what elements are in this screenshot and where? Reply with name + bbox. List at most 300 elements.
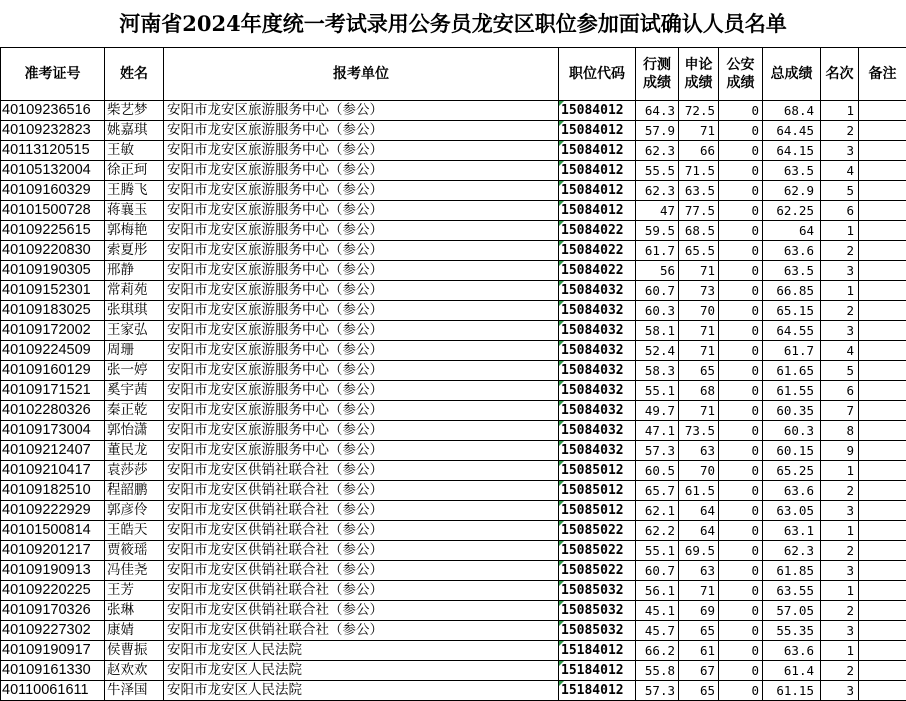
rank-cell: 5 [821, 361, 859, 381]
shenlun-score-cell: 65 [679, 621, 719, 641]
note-cell [859, 421, 906, 441]
note-cell [859, 341, 906, 361]
name-cell: 索夏彤 [105, 241, 164, 261]
name-cell: 冯佳尧 [105, 561, 164, 581]
xingce-score-cell: 61.7 [636, 241, 679, 261]
unit-cell: 安阳市龙安区供销社联合社（参公） [164, 601, 559, 621]
shenlun-score-cell: 71 [679, 401, 719, 421]
ticket-cell: 40101500814 [1, 521, 105, 541]
note-cell [859, 301, 906, 321]
position-code-cell: 15084032 [559, 341, 636, 361]
gongan-score-cell: 0 [719, 461, 763, 481]
total-score-cell: 57.05 [763, 601, 821, 621]
total-score-cell: 61.55 [763, 381, 821, 401]
xingce-score-cell: 62.2 [636, 521, 679, 541]
gongan-score-cell: 0 [719, 141, 763, 161]
shenlun-score-cell: 71.5 [679, 161, 719, 181]
rank-cell: 2 [821, 601, 859, 621]
position-code-cell: 15085032 [559, 581, 636, 601]
table-row [1, 201, 906, 221]
name-cell: 郭彦伶 [105, 501, 164, 521]
shenlun-score-cell: 66 [679, 141, 719, 161]
note-cell [859, 201, 906, 221]
total-score-cell: 62.3 [763, 541, 821, 561]
gongan-score-cell: 0 [719, 161, 763, 181]
rank-cell: 4 [821, 341, 859, 361]
ticket-cell: 40109190917 [1, 641, 105, 661]
xingce-score-cell: 47.1 [636, 421, 679, 441]
note-cell [859, 221, 906, 241]
table-row [1, 561, 906, 581]
unit-cell: 安阳市龙安区旅游服务中心（参公） [164, 121, 559, 141]
rank-cell: 1 [821, 101, 859, 121]
position-code-cell: 15084022 [559, 241, 636, 261]
xingce-score-cell: 66.2 [636, 641, 679, 661]
position-code-cell: 15084012 [559, 181, 636, 201]
ticket-cell: 40109225615 [1, 221, 105, 241]
name-cell: 奚宇茜 [105, 381, 164, 401]
gongan-score-cell: 0 [719, 181, 763, 201]
unit-cell: 安阳市龙安区供销社联合社（参公） [164, 581, 559, 601]
name-cell: 王腾飞 [105, 181, 164, 201]
unit-cell: 安阳市龙安区旅游服务中心（参公） [164, 321, 559, 341]
total-score-cell: 62.9 [763, 181, 821, 201]
name-cell: 徐正珂 [105, 161, 164, 181]
total-score-cell: 62.25 [763, 201, 821, 221]
table-row [1, 261, 906, 281]
position-code-cell: 15184012 [559, 661, 636, 681]
ticket-cell: 40109173004 [1, 421, 105, 441]
name-cell: 周珊 [105, 341, 164, 361]
position-code-cell: 15084032 [559, 381, 636, 401]
gongan-score-cell: 0 [719, 121, 763, 141]
unit-cell: 安阳市龙安区旅游服务中心（参公） [164, 161, 559, 181]
total-score-cell: 61.85 [763, 561, 821, 581]
total-score-cell: 64.15 [763, 141, 821, 161]
unit-cell: 安阳市龙安区旅游服务中心（参公） [164, 281, 559, 301]
shenlun-score-cell: 65 [679, 681, 719, 701]
name-cell: 贾筱瑶 [105, 541, 164, 561]
unit-cell: 安阳市龙安区供销社联合社（参公） [164, 561, 559, 581]
name-cell: 赵欢欢 [105, 661, 164, 681]
header-total: 总成绩 [763, 48, 821, 101]
header-shenlun: 申论 成绩 [679, 48, 719, 101]
gongan-score-cell: 0 [719, 381, 763, 401]
header-note: 备注 [859, 48, 906, 101]
note-cell [859, 181, 906, 201]
table-row [1, 321, 906, 341]
shenlun-score-cell: 64 [679, 501, 719, 521]
rank-cell: 2 [821, 121, 859, 141]
xingce-score-cell: 62.1 [636, 501, 679, 521]
gongan-score-cell: 0 [719, 441, 763, 461]
name-cell: 王皓天 [105, 521, 164, 541]
note-cell [859, 621, 906, 641]
rank-cell: 3 [821, 561, 859, 581]
table-row [1, 541, 906, 561]
gongan-score-cell: 0 [719, 481, 763, 501]
gongan-score-cell: 0 [719, 101, 763, 121]
name-cell: 蒋襄玉 [105, 201, 164, 221]
table-row [1, 421, 906, 441]
shenlun-score-cell: 63.5 [679, 181, 719, 201]
total-score-cell: 61.65 [763, 361, 821, 381]
ticket-cell: 40109171521 [1, 381, 105, 401]
name-cell: 秦正乾 [105, 401, 164, 421]
position-code-cell: 15084032 [559, 301, 636, 321]
position-code-cell: 15084012 [559, 201, 636, 221]
xingce-score-cell: 59.5 [636, 221, 679, 241]
gongan-score-cell: 0 [719, 541, 763, 561]
position-code-cell: 15085012 [559, 501, 636, 521]
note-cell [859, 261, 906, 281]
name-cell: 王敏 [105, 141, 164, 161]
total-score-cell: 63.55 [763, 581, 821, 601]
rank-cell: 1 [821, 281, 859, 301]
xingce-score-cell: 55.1 [636, 541, 679, 561]
rank-cell: 3 [821, 261, 859, 281]
shenlun-score-cell: 73 [679, 281, 719, 301]
rank-cell: 3 [821, 621, 859, 641]
total-score-cell: 55.35 [763, 621, 821, 641]
results-table [0, 47, 906, 701]
shenlun-score-cell: 68 [679, 381, 719, 401]
xingce-score-cell: 52.4 [636, 341, 679, 361]
table-row [1, 341, 906, 361]
header-xingce: 行测 成绩 [636, 48, 679, 101]
rank-cell: 1 [821, 521, 859, 541]
ticket-cell: 40102280326 [1, 401, 105, 421]
table-row [1, 441, 906, 461]
name-cell: 牛泽国 [105, 681, 164, 701]
name-cell: 程韶鹏 [105, 481, 164, 501]
rank-cell: 4 [821, 161, 859, 181]
table-row [1, 241, 906, 261]
total-score-cell: 68.4 [763, 101, 821, 121]
rank-cell: 5 [821, 181, 859, 201]
total-score-cell: 60.3 [763, 421, 821, 441]
table-row [1, 381, 906, 401]
rank-cell: 2 [821, 541, 859, 561]
position-code-cell: 15085012 [559, 461, 636, 481]
table-row [1, 621, 906, 641]
unit-cell: 安阳市龙安区旅游服务中心（参公） [164, 341, 559, 361]
table-row [1, 281, 906, 301]
ticket-cell: 40109190913 [1, 561, 105, 581]
position-code-cell: 15084012 [559, 101, 636, 121]
position-code-cell: 15084032 [559, 361, 636, 381]
ticket-cell: 40109232823 [1, 121, 105, 141]
shenlun-score-cell: 71 [679, 321, 719, 341]
note-cell [859, 561, 906, 581]
xingce-score-cell: 57.9 [636, 121, 679, 141]
shenlun-score-cell: 71 [679, 341, 719, 361]
gongan-score-cell: 0 [719, 621, 763, 641]
xingce-score-cell: 62.3 [636, 181, 679, 201]
total-score-cell: 63.6 [763, 481, 821, 501]
gongan-score-cell: 0 [719, 201, 763, 221]
ticket-cell: 40109170326 [1, 601, 105, 621]
name-cell: 王芳 [105, 581, 164, 601]
xingce-score-cell: 45.7 [636, 621, 679, 641]
name-cell: 袁莎莎 [105, 461, 164, 481]
note-cell [859, 161, 906, 181]
table-row [1, 601, 906, 621]
gongan-score-cell: 0 [719, 401, 763, 421]
ticket-cell: 40109222929 [1, 501, 105, 521]
total-score-cell: 64.55 [763, 321, 821, 341]
table-row [1, 121, 906, 141]
xingce-score-cell: 60.7 [636, 281, 679, 301]
total-score-cell: 60.15 [763, 441, 821, 461]
position-code-cell: 15085032 [559, 621, 636, 641]
rank-cell: 1 [821, 641, 859, 661]
note-cell [859, 641, 906, 661]
xingce-score-cell: 58.1 [636, 321, 679, 341]
position-code-cell: 15084032 [559, 281, 636, 301]
table-row [1, 101, 906, 121]
unit-cell: 安阳市龙安区旅游服务中心（参公） [164, 221, 559, 241]
position-code-cell: 15084012 [559, 141, 636, 161]
table-body [1, 101, 906, 701]
note-cell [859, 361, 906, 381]
note-cell [859, 481, 906, 501]
shenlun-score-cell: 71 [679, 261, 719, 281]
name-cell: 王家弘 [105, 321, 164, 341]
rank-cell: 7 [821, 401, 859, 421]
total-score-cell: 65.25 [763, 461, 821, 481]
ticket-cell: 40109212407 [1, 441, 105, 461]
shenlun-score-cell: 70 [679, 461, 719, 481]
rank-cell: 9 [821, 441, 859, 461]
rank-cell: 3 [821, 141, 859, 161]
total-score-cell: 61.7 [763, 341, 821, 361]
ticket-cell: 40109220225 [1, 581, 105, 601]
name-cell: 邢静 [105, 261, 164, 281]
gongan-score-cell: 0 [719, 681, 763, 701]
rank-cell: 2 [821, 481, 859, 501]
position-code-cell: 15184012 [559, 641, 636, 661]
note-cell [859, 501, 906, 521]
xingce-score-cell: 55.5 [636, 161, 679, 181]
note-cell [859, 281, 906, 301]
table-row [1, 301, 906, 321]
ticket-cell: 40109182510 [1, 481, 105, 501]
gongan-score-cell: 0 [719, 301, 763, 321]
xingce-score-cell: 64.3 [636, 101, 679, 121]
rank-cell: 6 [821, 201, 859, 221]
rank-cell: 8 [821, 421, 859, 441]
ticket-cell: 40109161330 [1, 661, 105, 681]
gongan-score-cell: 0 [719, 421, 763, 441]
shenlun-score-cell: 70 [679, 301, 719, 321]
ticket-cell: 40109190305 [1, 261, 105, 281]
note-cell [859, 321, 906, 341]
table-row [1, 521, 906, 541]
table-row [1, 361, 906, 381]
unit-cell: 安阳市龙安区旅游服务中心（参公） [164, 381, 559, 401]
table-row [1, 581, 906, 601]
unit-cell: 安阳市龙安区人民法院 [164, 681, 559, 701]
name-cell: 郭怡潇 [105, 421, 164, 441]
table-row [1, 641, 906, 661]
position-code-cell: 15084032 [559, 441, 636, 461]
gongan-score-cell: 0 [719, 521, 763, 541]
header-unit: 报考单位 [164, 48, 559, 101]
shenlun-score-cell: 67 [679, 661, 719, 681]
gongan-score-cell: 0 [719, 361, 763, 381]
note-cell [859, 541, 906, 561]
position-code-cell: 15084012 [559, 161, 636, 181]
name-cell: 常莉苑 [105, 281, 164, 301]
total-score-cell: 64.45 [763, 121, 821, 141]
shenlun-score-cell: 73.5 [679, 421, 719, 441]
position-code-cell: 15085022 [559, 521, 636, 541]
ticket-cell: 40109210417 [1, 461, 105, 481]
ticket-cell: 40109227302 [1, 621, 105, 641]
table-row [1, 661, 906, 681]
position-code-cell: 15085022 [559, 561, 636, 581]
unit-cell: 安阳市龙安区旅游服务中心（参公） [164, 361, 559, 381]
gongan-score-cell: 0 [719, 561, 763, 581]
table-row [1, 501, 906, 521]
unit-cell: 安阳市龙安区旅游服务中心（参公） [164, 401, 559, 421]
header-code: 职位代码 [559, 48, 636, 101]
name-cell: 郭梅艳 [105, 221, 164, 241]
shenlun-score-cell: 69 [679, 601, 719, 621]
ticket-cell: 40109160129 [1, 361, 105, 381]
header-row [1, 48, 906, 101]
unit-cell: 安阳市龙安区旅游服务中心（参公） [164, 181, 559, 201]
unit-cell: 安阳市龙安区旅游服务中心（参公） [164, 141, 559, 161]
rank-cell: 2 [821, 241, 859, 261]
table-row [1, 181, 906, 201]
ticket-cell: 40113120515 [1, 141, 105, 161]
note-cell [859, 381, 906, 401]
total-score-cell: 64 [763, 221, 821, 241]
note-cell [859, 101, 906, 121]
gongan-score-cell: 0 [719, 641, 763, 661]
rank-cell: 1 [821, 221, 859, 241]
position-code-cell: 15084032 [559, 421, 636, 441]
gongan-score-cell: 0 [719, 321, 763, 341]
name-cell: 姚嘉琪 [105, 121, 164, 141]
ticket-cell: 40109183025 [1, 301, 105, 321]
rank-cell: 6 [821, 381, 859, 401]
xingce-score-cell: 65.7 [636, 481, 679, 501]
header-rank: 名次 [821, 48, 859, 101]
name-cell: 张琳 [105, 601, 164, 621]
ticket-cell: 40109152301 [1, 281, 105, 301]
total-score-cell: 60.35 [763, 401, 821, 421]
ticket-cell: 40105132004 [1, 161, 105, 181]
ticket-cell: 40101500728 [1, 201, 105, 221]
table-row [1, 681, 906, 701]
gongan-score-cell: 0 [719, 261, 763, 281]
shenlun-score-cell: 63 [679, 561, 719, 581]
gongan-score-cell: 0 [719, 221, 763, 241]
note-cell [859, 241, 906, 261]
xingce-score-cell: 47 [636, 201, 679, 221]
note-cell [859, 581, 906, 601]
ticket-cell: 40109236516 [1, 101, 105, 121]
unit-cell: 安阳市龙安区旅游服务中心（参公） [164, 301, 559, 321]
name-cell: 张一婷 [105, 361, 164, 381]
name-cell: 张琪琪 [105, 301, 164, 321]
table-row [1, 141, 906, 161]
gongan-score-cell: 0 [719, 661, 763, 681]
position-code-cell: 15084032 [559, 321, 636, 341]
gongan-score-cell: 0 [719, 241, 763, 261]
unit-cell: 安阳市龙安区旅游服务中心（参公） [164, 261, 559, 281]
shenlun-score-cell: 71 [679, 121, 719, 141]
total-score-cell: 65.15 [763, 301, 821, 321]
note-cell [859, 141, 906, 161]
shenlun-score-cell: 77.5 [679, 201, 719, 221]
xingce-score-cell: 60.7 [636, 561, 679, 581]
page-title: 河南省2024年度统一考试录用公务员龙安区职位参加面试确认人员名单 [0, 0, 906, 47]
header-ticket: 准考证号 [1, 48, 105, 101]
shenlun-score-cell: 61.5 [679, 481, 719, 501]
total-score-cell: 61.4 [763, 661, 821, 681]
unit-cell: 安阳市龙安区人民法院 [164, 641, 559, 661]
name-cell: 柴艺梦 [105, 101, 164, 121]
unit-cell: 安阳市龙安区供销社联合社（参公） [164, 461, 559, 481]
gongan-score-cell: 0 [719, 341, 763, 361]
ticket-cell: 40109220830 [1, 241, 105, 261]
position-code-cell: 15084032 [559, 401, 636, 421]
header-gongan: 公安 成绩 [719, 48, 763, 101]
table-row [1, 221, 906, 241]
unit-cell: 安阳市龙安区人民法院 [164, 661, 559, 681]
table-row [1, 481, 906, 501]
note-cell [859, 121, 906, 141]
unit-cell: 安阳市龙安区供销社联合社（参公） [164, 501, 559, 521]
xingce-score-cell: 56 [636, 261, 679, 281]
unit-cell: 安阳市龙安区旅游服务中心（参公） [164, 241, 559, 261]
note-cell [859, 441, 906, 461]
note-cell [859, 521, 906, 541]
xingce-score-cell: 60.3 [636, 301, 679, 321]
position-code-cell: 15085012 [559, 481, 636, 501]
total-score-cell: 61.15 [763, 681, 821, 701]
xingce-score-cell: 62.3 [636, 141, 679, 161]
ticket-cell: 40109172002 [1, 321, 105, 341]
name-cell: 康婧 [105, 621, 164, 641]
total-score-cell: 63.6 [763, 641, 821, 661]
ticket-cell: 40110061611 [1, 681, 105, 701]
total-score-cell: 66.85 [763, 281, 821, 301]
gongan-score-cell: 0 [719, 501, 763, 521]
unit-cell: 安阳市龙安区供销社联合社（参公） [164, 621, 559, 641]
table-row [1, 461, 906, 481]
gongan-score-cell: 0 [719, 601, 763, 621]
total-score-cell: 63.5 [763, 161, 821, 181]
name-cell: 董民龙 [105, 441, 164, 461]
name-cell: 侯曹振 [105, 641, 164, 661]
shenlun-score-cell: 61 [679, 641, 719, 661]
total-score-cell: 63.05 [763, 501, 821, 521]
unit-cell: 安阳市龙安区旅游服务中心（参公） [164, 101, 559, 121]
note-cell [859, 661, 906, 681]
gongan-score-cell: 0 [719, 581, 763, 601]
unit-cell: 安阳市龙安区旅游服务中心（参公） [164, 441, 559, 461]
xingce-score-cell: 60.5 [636, 461, 679, 481]
xingce-score-cell: 55.8 [636, 661, 679, 681]
note-cell [859, 461, 906, 481]
total-score-cell: 63.1 [763, 521, 821, 541]
note-cell [859, 681, 906, 701]
